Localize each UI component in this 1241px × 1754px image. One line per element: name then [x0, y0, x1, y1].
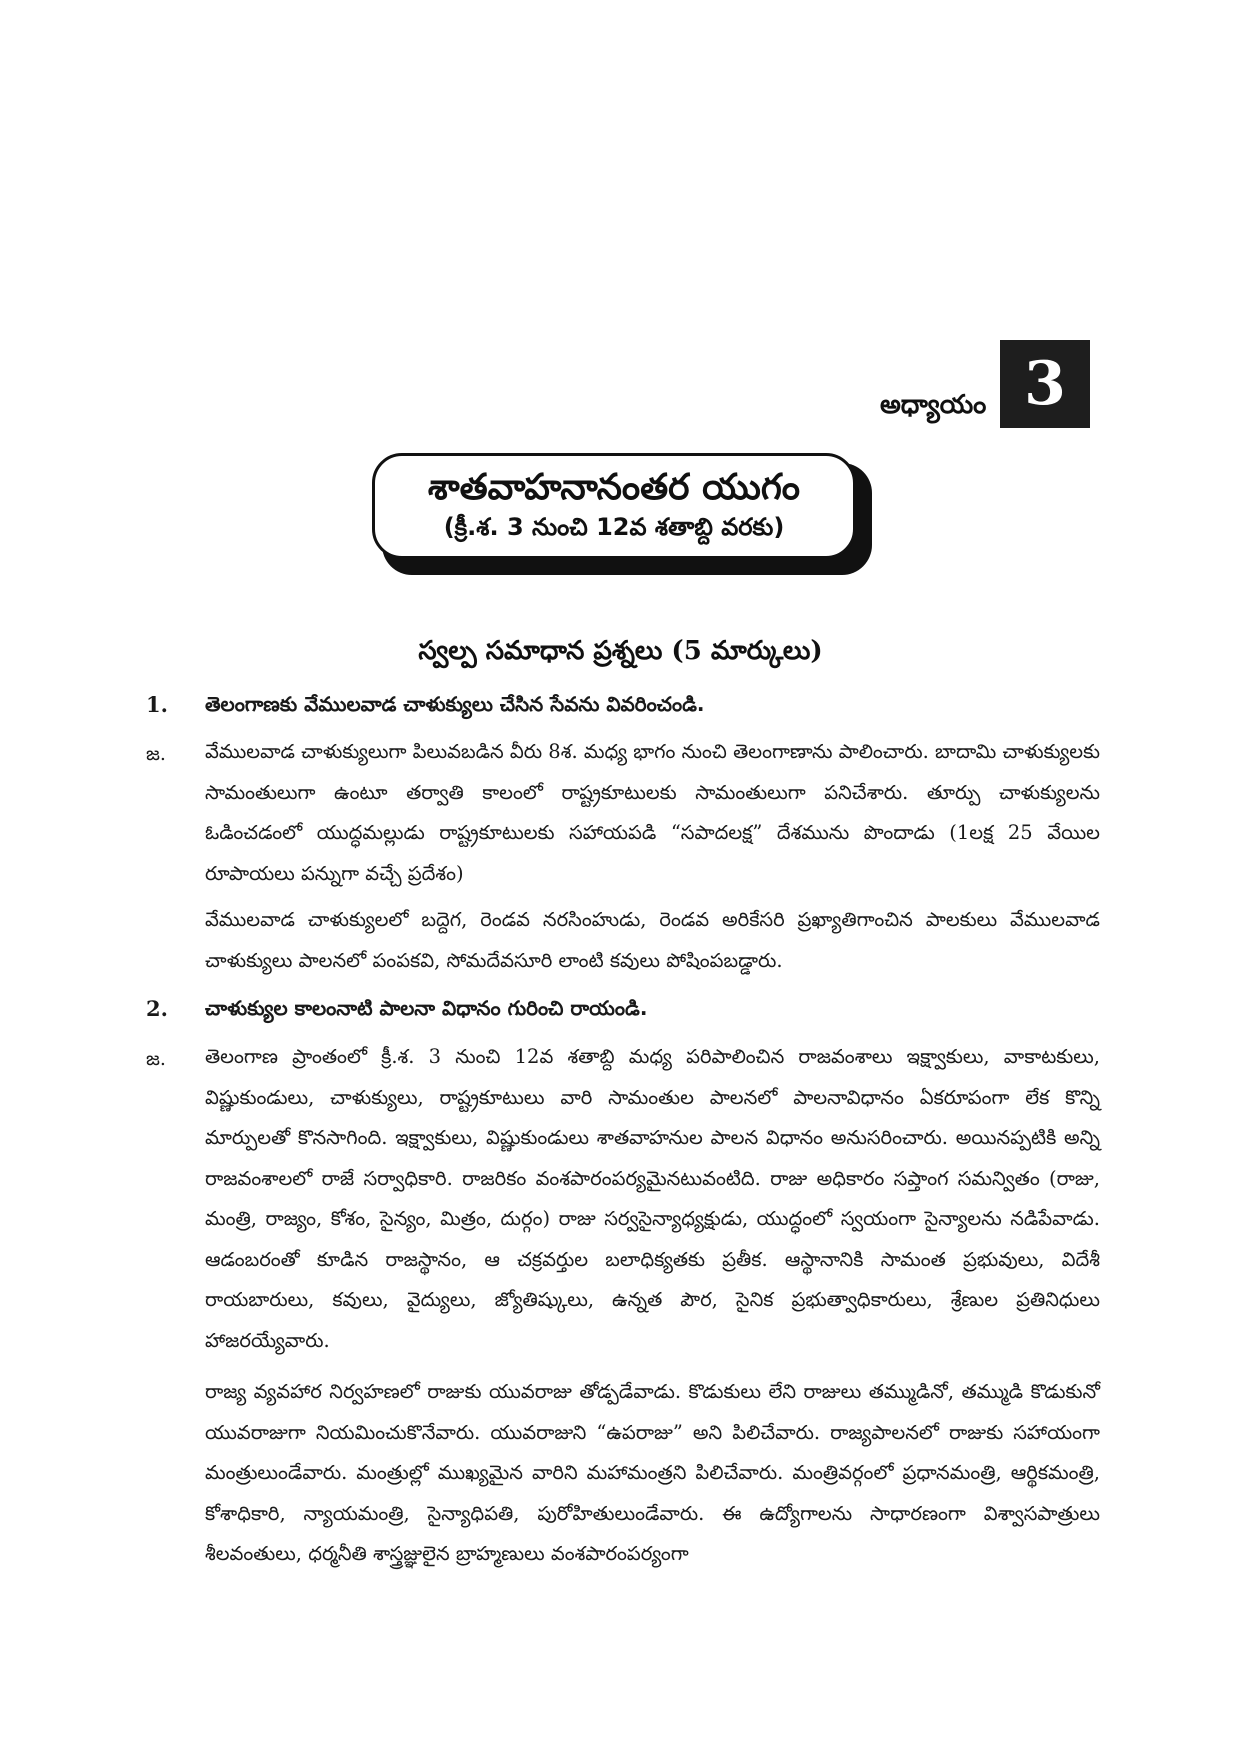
title-box	[372, 453, 856, 559]
chapter-number-box	[1000, 340, 1090, 428]
answer-2-paragraph-2: రాజ్య వ్యవహార నిర్వహణలో రాజుకు యువరాజు తోడ్పడేవాడు. కొడుకులు లేని రాజులు తమ్ముడినో, తమ్ముడి కొడుకునో యువరాజుగా నియమించుకొనేవారు. యువరాజుని “ఉపరాజు” అని పిలిచేవారు. రాజ్యపాలనలో రాజుకు సహాయంగా మంత్రులుండేవారు. మంత్రుల్లో ముఖ్యమైన వారిని మహామంత్రని పిలిచేవారు. మంత్రివర్గంలో ప్రధానమంత్రి, ఆర్థికమంత్రి, కోశాధికారి, న్యాయమంత్రి, సైన్యాధిపతి, పురోహితులుండేవారు. ఈ ఉద్యోగాలను సాధారణంగా విశ్వాసపాత్రులు శీలవంతులు, ధర్మనీతి శాస్త్రజ్ఞులైన బ్రాహ్మణులు వంశపారంపర్యంగా	[205, 1380, 1100, 1565]
question-1-number: 1.	[146, 692, 168, 717]
answer-1-paragraph-1: వేములవాడ చాళుక్యులుగా పిలువబడిన వీరు 8శ. మధ్య భాగం నుంచి తెలంగాణాను పాలించారు. బాదామి చాళుక్యులకు సామంతులుగా ఉంటూ తర్వాతి కాలంలో రాష్ట్రకూటులకు సామంతులుగా పనిచేశారు. తూర్పు చాళుక్యులను ఓడించడంలో యుద్ధమల్లుడు రాష్ట్రకూటులకు సహాయపడి “సపాదలక్ష” దేశమును పొందాడు (1లక్ష 25 వేయిల రూపాయలు పన్నుగా వచ్చే ప్రదేశం)	[205, 740, 1100, 885]
chapter-number: 3	[1024, 349, 1066, 419]
answer-1-label: జ.	[146, 743, 166, 765]
question-2-text: చాళుక్యుల కాలంనాటి పాలనా విధానం గురించి రాయండి.	[205, 996, 648, 1020]
answer-2-paragraph-1: తెలంగాణ ప్రాంతంలో క్రీ.శ. 3 నుంచి 12వ శతాబ్ది మధ్య పరిపాలించిన రాజవంశాలు ఇక్ష్వాకులు, వాకాటకులు, విష్ణుకుండులు, చాళుక్యులు, రాష్ట్రకూటులు వారి సామంతుల పాలనలో పాలనావిధానం ఏకరూపంగా లేక కొన్ని మార్పులతో కొనసాగింది. ఇక్ష్వాకులు, విష్ణుకుండులు శాతవాహనుల పాలన విధానం అనుసరించారు. అయినప్పటికి అన్ని రాజవంశాలలో రాజే సర్వాధికారి. రాజరికం వంశపారంపర్యమైనటువంటిది. రాజు అధికారం సప్తాంగ సమన్వితం (రాజు, మంత్రి, రాజ్యం, కోశం, సైన్యం, మిత్రం, దుర్గం) రాజు సర్వసైన్యాధ్యక్షుడు, యుద్ధంలో స్వయంగా సైన్యాలను నడిపేవాడు. ఆడంబరంతో కూడిన రాజస్థానం, ఆ చక్రవర్తుల బలాధిక్యతకు ప్రతీక. ఆస్థానానికి సామంత ప్రభువులు, విదేశీ రాయబారులు, కవులు, వైద్యులు, జ్యోతిష్కులు, ఉన్నత పౌర, సైనిక ప్రభుత్వాధికారులు, శ్రేణుల ప్రతినిధులు హాజరయ్యేవారు.	[205, 1045, 1100, 1352]
question-1-text: తెలంగాణకు వేములవాడ చాళుక్యులు చేసిన సేవను వివరించండి.	[205, 692, 705, 716]
chapter-subtitle: (క్రీ.శ. 3 నుంచి 12వ శతాబ్ది వరకు)	[443, 513, 785, 541]
chapter-title: శాతవాహనానంతర యుగం	[427, 467, 801, 508]
chapter-label: అధ్యాయం	[880, 390, 987, 420]
question-2-number: 2.	[146, 996, 168, 1021]
answer-2-label: జ.	[146, 1048, 166, 1070]
answer-1-paragraph-2: వేములవాడ చాళుక్యులలో బద్దెగ, రెండవ నరసింహుడు, రెండవ అరికేసరి ప్రఖ్యాతిగాంచిన పాలకులు వేములవాడ చాళుక్యులు పాలనలో పంపకవి, సోమదేవసూరి లాంటి కవులు పోషింపబడ్డారు.	[205, 908, 1100, 972]
section-heading: స్వల్ప సమాధాన ప్రశ్నలు (5 మార్కులు)	[418, 636, 823, 666]
